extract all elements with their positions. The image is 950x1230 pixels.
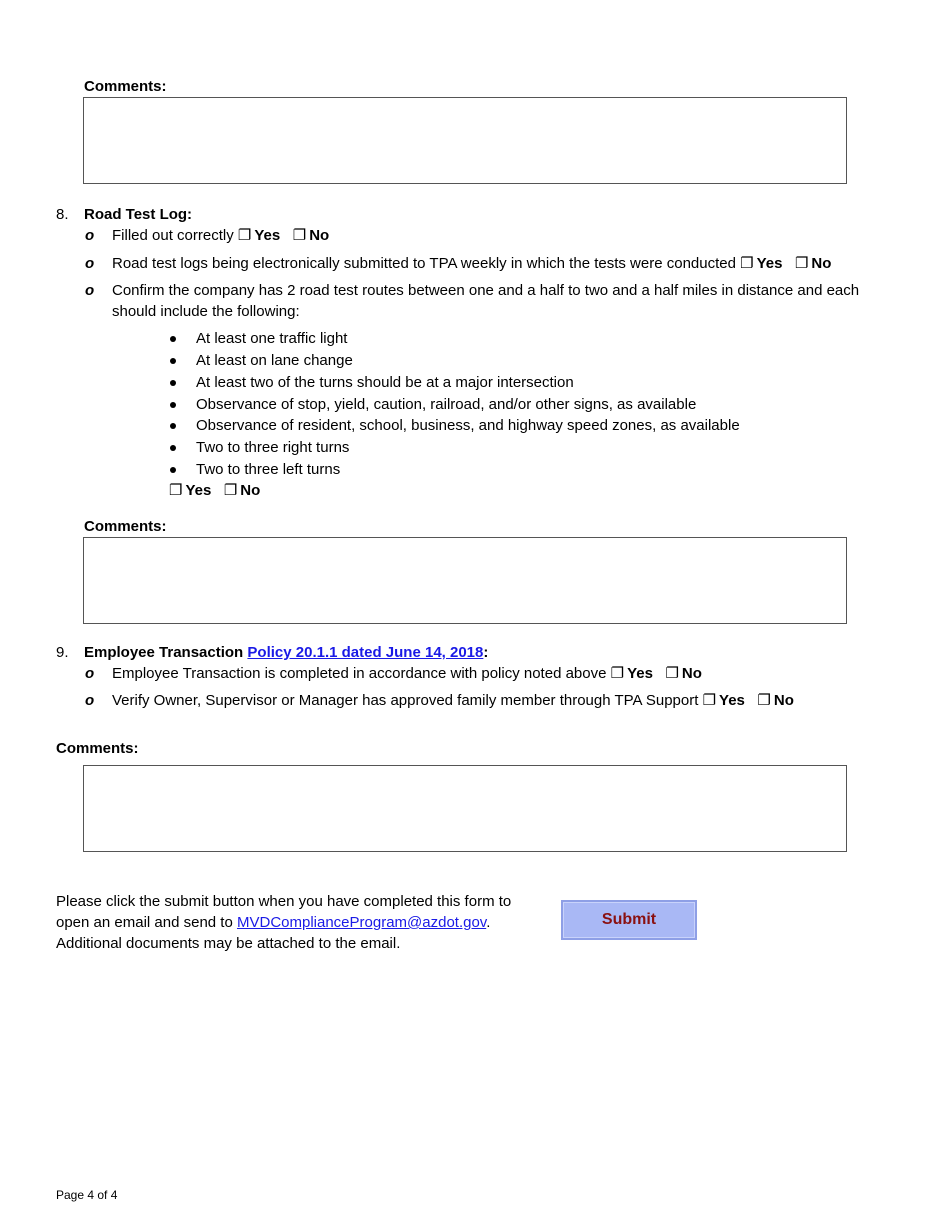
bullet-icon bbox=[170, 423, 176, 429]
bullet-icon bbox=[170, 380, 176, 386]
sub-bullet-icon: o bbox=[85, 227, 95, 244]
comments-box-9[interactable] bbox=[83, 765, 847, 852]
submit-note-line2-text: open an email and send to bbox=[56, 914, 233, 931]
section8-item-1 bbox=[112, 226, 329, 246]
comments-label-9: Comments: bbox=[56, 740, 139, 757]
section8-number: 8. bbox=[56, 206, 69, 223]
route-requirement: At least two of the turns should be at a major intersection bbox=[196, 374, 574, 391]
section9-number: 9. bbox=[56, 644, 69, 661]
no-label: No bbox=[773, 692, 794, 709]
checkbox-yes[interactable]: ❐ bbox=[237, 227, 252, 244]
section9-item-2-text: Verify Owner, Supervisor or Manager has approved family member through TPA Support bbox=[112, 692, 699, 709]
checkbox-no[interactable]: ❐ bbox=[292, 227, 307, 244]
sub-bullet-icon: o bbox=[85, 255, 95, 272]
section8-item-1-text: Filled out correctly bbox=[112, 227, 234, 244]
submit-note-period: . bbox=[486, 914, 491, 931]
policy-link[interactable]: Policy 20.1.1 dated June 14, 2018 bbox=[247, 644, 484, 661]
route-requirement: At least on lane change bbox=[196, 352, 353, 369]
sub-bullet-icon: o bbox=[85, 692, 95, 709]
section9-item-2 bbox=[112, 691, 794, 711]
no-label: No bbox=[681, 665, 702, 682]
yes-label: Yes bbox=[627, 665, 653, 682]
comments-box-top[interactable] bbox=[83, 97, 847, 184]
sub-bullet-icon: o bbox=[85, 665, 95, 682]
bullet-icon bbox=[170, 358, 176, 364]
checkbox-no[interactable]: ❐ bbox=[794, 255, 809, 272]
section9-title-text: Employee Transaction bbox=[84, 644, 244, 661]
section8-item-3-line1: Confirm the company has 2 road test routes between one and a half to two and a half miles in distance and each bbox=[112, 282, 860, 299]
section9-colon: : bbox=[483, 644, 489, 661]
submit-note-line2 bbox=[56, 913, 490, 933]
bullet-icon bbox=[170, 467, 176, 473]
no-label: No bbox=[309, 227, 330, 244]
yes-label: Yes bbox=[254, 227, 281, 244]
checkbox-yes[interactable]: ❐ bbox=[169, 482, 183, 499]
checkbox-yes[interactable]: ❐ bbox=[740, 255, 754, 272]
no-label: No bbox=[240, 482, 261, 499]
submit-note-line3: Additional documents may be attached to the email. bbox=[56, 935, 401, 952]
no-label: No bbox=[811, 255, 832, 272]
checkbox-yes[interactable]: ❐ bbox=[702, 692, 717, 709]
bullet-icon bbox=[170, 402, 176, 408]
route-requirement: Observance of resident, school, business, and highway speed zones, as available bbox=[196, 417, 740, 434]
route-requirement: Observance of stop, yield, caution, railroad, and/or other signs, as available bbox=[196, 396, 697, 413]
bullet-icon bbox=[170, 336, 176, 342]
comments-label-8: Comments: bbox=[84, 518, 167, 535]
yes-label: Yes bbox=[185, 482, 212, 499]
checkbox-yes[interactable]: ❐ bbox=[610, 665, 625, 682]
section8-item-3-line2: should include the following: bbox=[112, 303, 300, 320]
page-number: Page 4 of 4 bbox=[56, 1188, 118, 1202]
section9-item-1-text: Employee Transaction is completed in accordance with policy noted above bbox=[112, 665, 607, 682]
section8-item-2 bbox=[112, 254, 831, 274]
route-requirement: At least one traffic light bbox=[196, 330, 348, 347]
yes-label: Yes bbox=[756, 255, 783, 272]
section9-item-1 bbox=[112, 664, 702, 684]
checkbox-no[interactable]: ❐ bbox=[223, 482, 238, 499]
section8-item-2-text: Road test logs being electronically submitted to TPA weekly in which the tests were conducted bbox=[112, 255, 736, 272]
checkbox-no[interactable]: ❐ bbox=[665, 665, 679, 682]
route-requirement: Two to three right turns bbox=[196, 439, 350, 456]
submit-note-line1: Please click the submit button when you have completed this form to bbox=[56, 893, 512, 910]
route-yes-no bbox=[169, 481, 260, 501]
comments-label-top: Comments: bbox=[84, 78, 167, 95]
email-link[interactable]: MVDComplianceProgram@azdot.gov bbox=[236, 914, 487, 931]
bullet-icon bbox=[170, 445, 176, 451]
yes-label: Yes bbox=[719, 692, 745, 709]
section8-title: Road Test Log: bbox=[84, 206, 193, 223]
section9-title bbox=[84, 644, 488, 661]
checkbox-no[interactable]: ❐ bbox=[757, 692, 771, 709]
route-requirement: Two to three left turns bbox=[196, 461, 341, 478]
sub-bullet-icon: o bbox=[85, 282, 95, 299]
submit-button[interactable]: Submit bbox=[561, 900, 697, 940]
comments-box-8[interactable] bbox=[83, 537, 847, 624]
